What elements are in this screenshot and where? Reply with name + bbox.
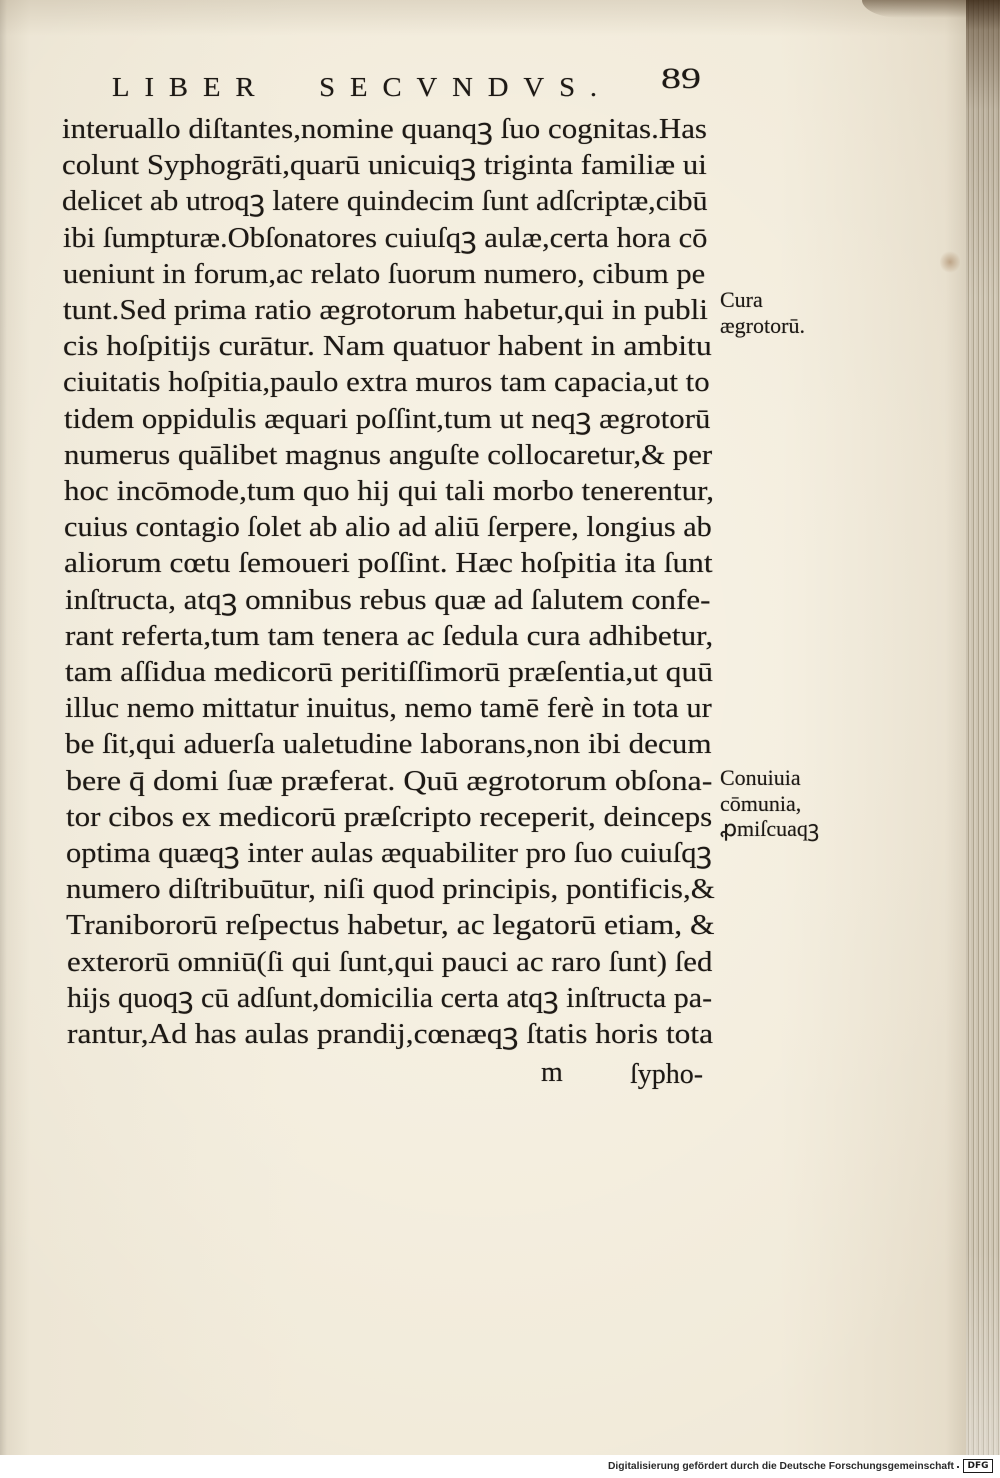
digitization-credit: Digitalisierung gefördert durch die Deutsche Forschungsgemeinschaft — [608, 1461, 954, 1472]
text-line: hoc incōmode,tum quo hij qui tali morbo tenerentur, — [64, 476, 714, 507]
text-line: tam aſſidua medicorū peritiſſimorū præſentia,ut quū — [65, 657, 713, 688]
separator-dot — [957, 1466, 959, 1468]
text-line: ciuitatis hoſpitia,paulo extra muros tam capacia,ut to — [63, 367, 711, 399]
margin-note-line: cōmunia, — [720, 790, 802, 816]
text-line: tidem oppidulis æquari poſſint,tum ut neqꝫ ægrotorū — [63, 403, 710, 435]
digitization-footer — [0, 1455, 1000, 1478]
text-line: bere q̄ domi ſuæ præferat. Quū ægrotorum obſona- — [65, 765, 712, 797]
margin-note-line: Cura — [720, 287, 763, 312]
text-line: illuc nemo mittatur inuitus, nemo tamē ferè in tota ur — [65, 693, 712, 725]
text-line: be ſit,qui aduerſa ualetudine laborans,non ibi decum — [65, 729, 712, 761]
text-line: interuallo diſtantes,nomine quanqꝫ ſuo cognitas.Has — [62, 114, 707, 145]
text-line: delicet ab utroqꝫ latere quindecim ſunt adſcriptæ,cibū — [62, 186, 708, 218]
margin-note-line: ꝓmiſcuaqꝫ — [720, 816, 820, 841]
page-fore-edge — [966, 0, 1000, 1455]
margin-note — [720, 765, 819, 842]
text-line: inſtructa, atqꝫ omnibus rebus quæ ad ſalutem confe- — [64, 584, 711, 616]
text-line: Tranibororū reſpectus habetur, ac legatorū etiam, & — [66, 910, 716, 942]
text-line: rantur,Ad has aulas prandij,cœnæqꝫ ſtatis horis tota — [67, 1019, 714, 1050]
running-title: LIBER SECVNDVS. — [112, 72, 613, 102]
text-line: cuius contagio ſolet ab alio ad aliū ſerpere, longius ab — [64, 512, 713, 544]
dfg-logo: DFG — [963, 1459, 993, 1473]
text-line: rant referta,tum tam tenera ac ſedula cura adhibetur, — [64, 620, 713, 652]
signature-mark: m — [541, 1057, 563, 1088]
page-number: 89 — [661, 62, 701, 95]
margin-note-line: ægrotorū. — [720, 312, 805, 338]
text-line: colunt Syphogrāti,quarū unicuiqꝫ triginta familiæ ui — [62, 150, 707, 182]
margin-note — [720, 287, 805, 338]
text-line: numero diſtribuūtur, niſi quod principis, pontificis,& — [66, 874, 715, 906]
text-line: cis hoſpitijs curātur. Nam quatuor habent in ambitu — [63, 331, 712, 363]
text-line: ueniunt in forum,ac relato ſuorum numero, cibum pe — [62, 258, 705, 290]
text-line: optima quæqꝫ inter aulas æquabiliter pro ſuo cuiuſqꝫ — [66, 838, 713, 869]
catchword: ſypho- — [630, 1059, 704, 1090]
text-line: numerus quālibet magnus anguſte collocaretur,& per — [63, 439, 712, 471]
text-line: hijs quoqꝫ cū adſunt,domicilia certa atqꝫ inſtructa pa- — [66, 982, 712, 1014]
text-line: ibi ſumpturæ.Obſonatores cuiuſqꝫ aulæ,certa hora cō — [62, 222, 708, 254]
text-line: tor cibos ex medicorū præſcripto receperit, deinceps — [65, 801, 713, 833]
text-line: tunt.Sed prima ratio ægrotorum habetur,qui in publi — [63, 295, 708, 326]
text-line: aliorum cœtu ſemoueri poſſint. Hæc hoſpitia ita ſunt — [64, 548, 713, 580]
margin-note-line: Conuiuia — [720, 765, 801, 790]
text-line: exterorū omniū(ſi qui ſunt,qui pauci ac raro ſunt) ſed — [66, 946, 712, 978]
